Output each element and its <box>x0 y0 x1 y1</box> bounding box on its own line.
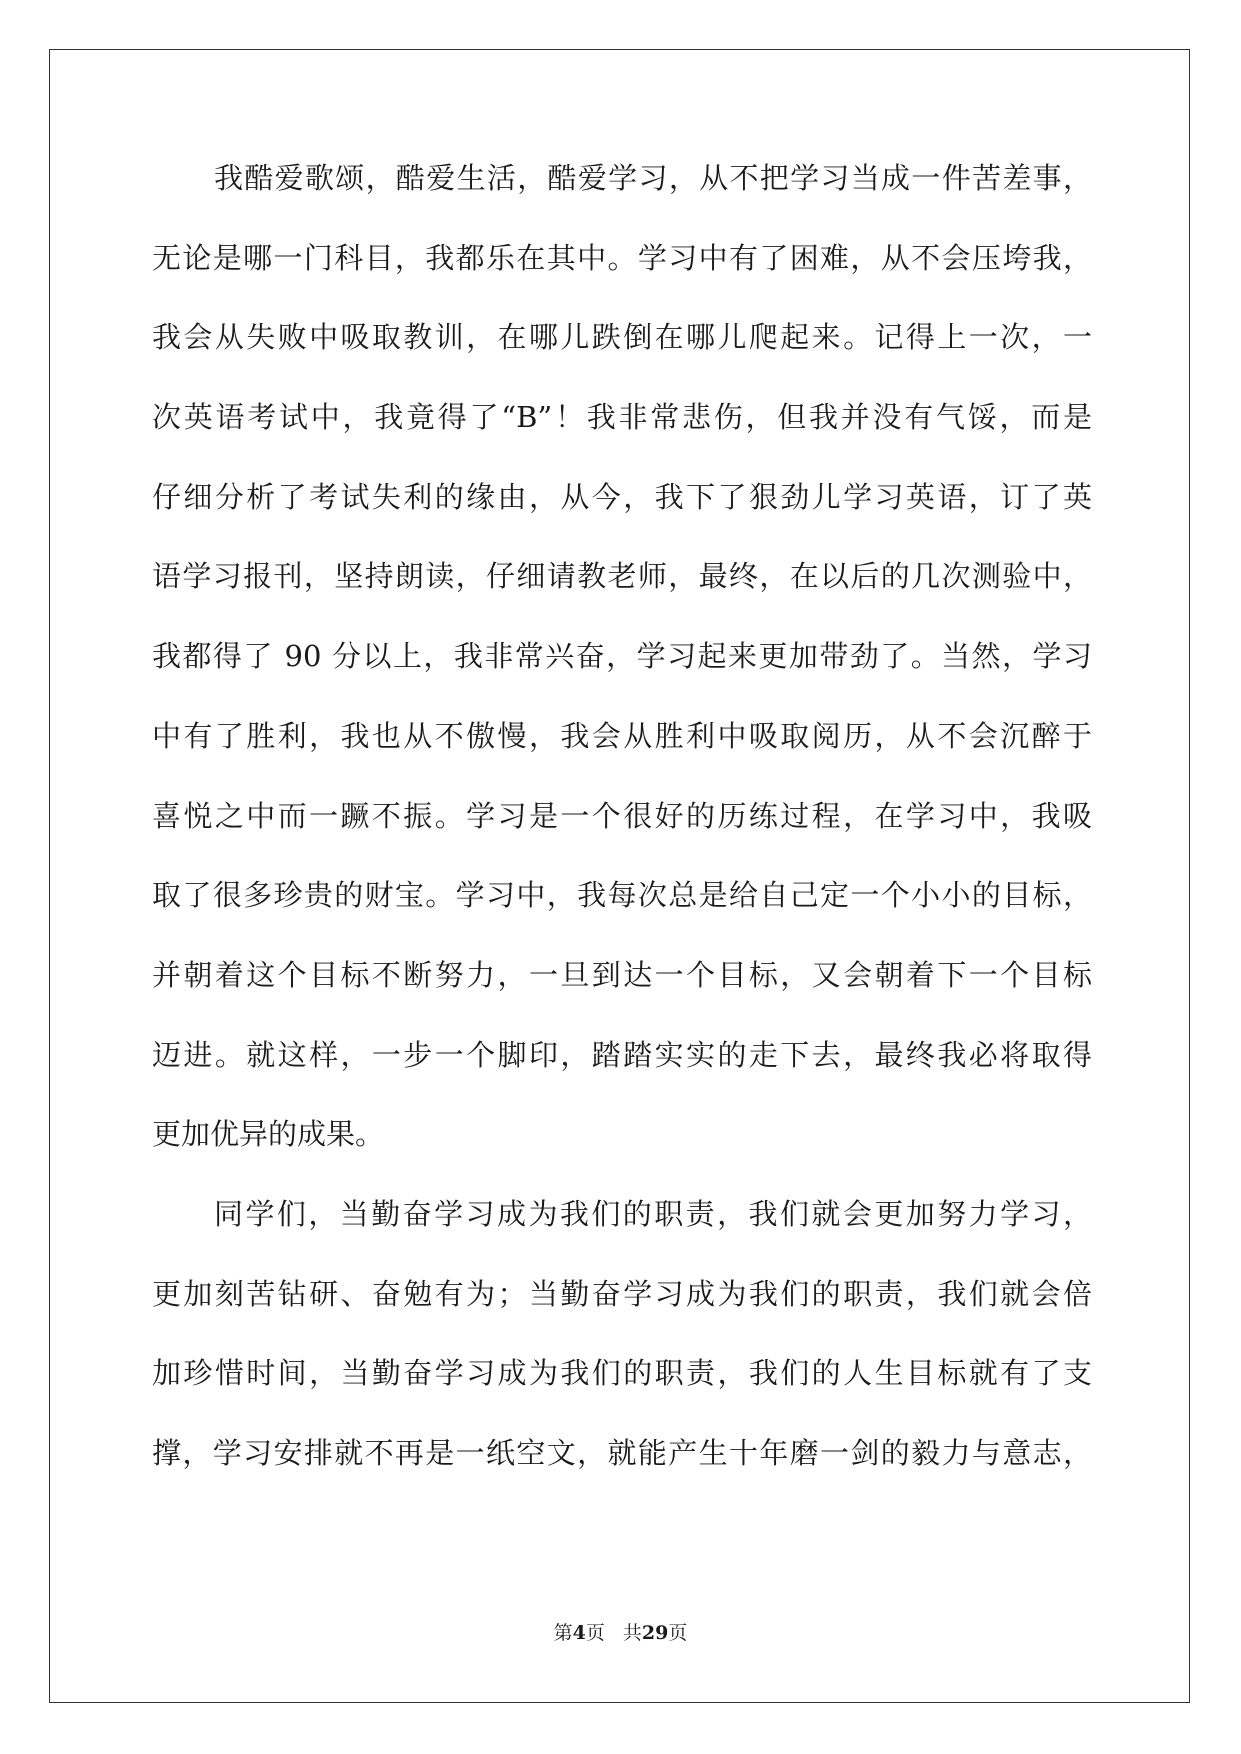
page-footer <box>0 1618 1241 1645</box>
paragraph-1-line-10: 取了很多珍贵的财宝。学习中，我每次总是给自己定一个小小的目标， <box>152 878 1092 913</box>
paragraph-1-line-1: 我酷爱歌颂，酷爱生活，酷爱学习，从不把学习当成一件苦差事， <box>214 161 1092 195</box>
paragraph-1-line-8: 中有了胜利，我也从不傲慢，我会从胜利中吸取阅历，从不会沉醉于 <box>152 718 1092 753</box>
total-pages: 29 <box>641 1622 669 1644</box>
paragraph-1-line-12: 迈进。就这样，一步一个脚印，踏踏实实的走下去，最终我必将取得 <box>152 1037 1092 1072</box>
paragraph-1-line-7: 我都得了 90 分以上，我非常兴奋，学习起来更加带劲了。当然，学习 <box>152 639 1092 674</box>
total-suffix: 页 <box>668 1622 688 1644</box>
paragraph-1-line-11: 并朝着这个目标不断努力，一旦到达一个目标，又会朝着下一个目标 <box>152 957 1092 992</box>
total-prefix: 共 <box>622 1622 642 1644</box>
paragraph-1-line-9: 喜悦之中而一蹶不振。学习是一个很好的历练过程，在学习中，我吸 <box>152 798 1092 833</box>
paragraph-1-line-5: 仔细分析了考试失利的缘由，从今，我下了狠劲儿学习英语，订了英 <box>152 479 1092 514</box>
page-prefix: 第 <box>553 1622 573 1644</box>
paragraph-2-line-2: 更加刻苦钻研、奋勉有为；当勤奋学习成为我们的职责，我们就会倍 <box>152 1276 1092 1311</box>
page-number: 4 <box>572 1622 586 1644</box>
page-suffix: 页 <box>585 1622 605 1644</box>
paragraph-1-line-2: 无论是哪一门科目，我都乐在其中。学习中有了困难，从不会压垮我， <box>152 240 1092 275</box>
paragraph-2-line-1: 同学们，当勤奋学习成为我们的职责，我们就会更加努力学习， <box>214 1196 1092 1231</box>
paragraph-2-line-4: 撑，学习安排就不再是一纸空文，就能产生十年磨一剑的毅力与意志， <box>152 1436 1092 1470</box>
paragraph-1-line-4: 次英语考试中，我竟得了“B”！我非常悲伤，但我并没有气馁，而是 <box>152 400 1092 435</box>
paragraph-2-line-3: 加珍惜时间，当勤奋学习成为我们的职责，我们的人生目标就有了支 <box>152 1356 1092 1391</box>
document-body <box>152 158 1092 1513</box>
paragraph-1-line-3: 我会从失败中吸取教训，在哪儿跌倒在哪儿爬起来。记得上一次，一 <box>152 320 1092 355</box>
paragraph-1-line-6: 语学习报刊，坚持朗读，仔细请教老师，最终，在以后的几次测验中， <box>152 559 1092 594</box>
paragraph-1-line-13: 更加优异的成果。 <box>152 1117 385 1152</box>
